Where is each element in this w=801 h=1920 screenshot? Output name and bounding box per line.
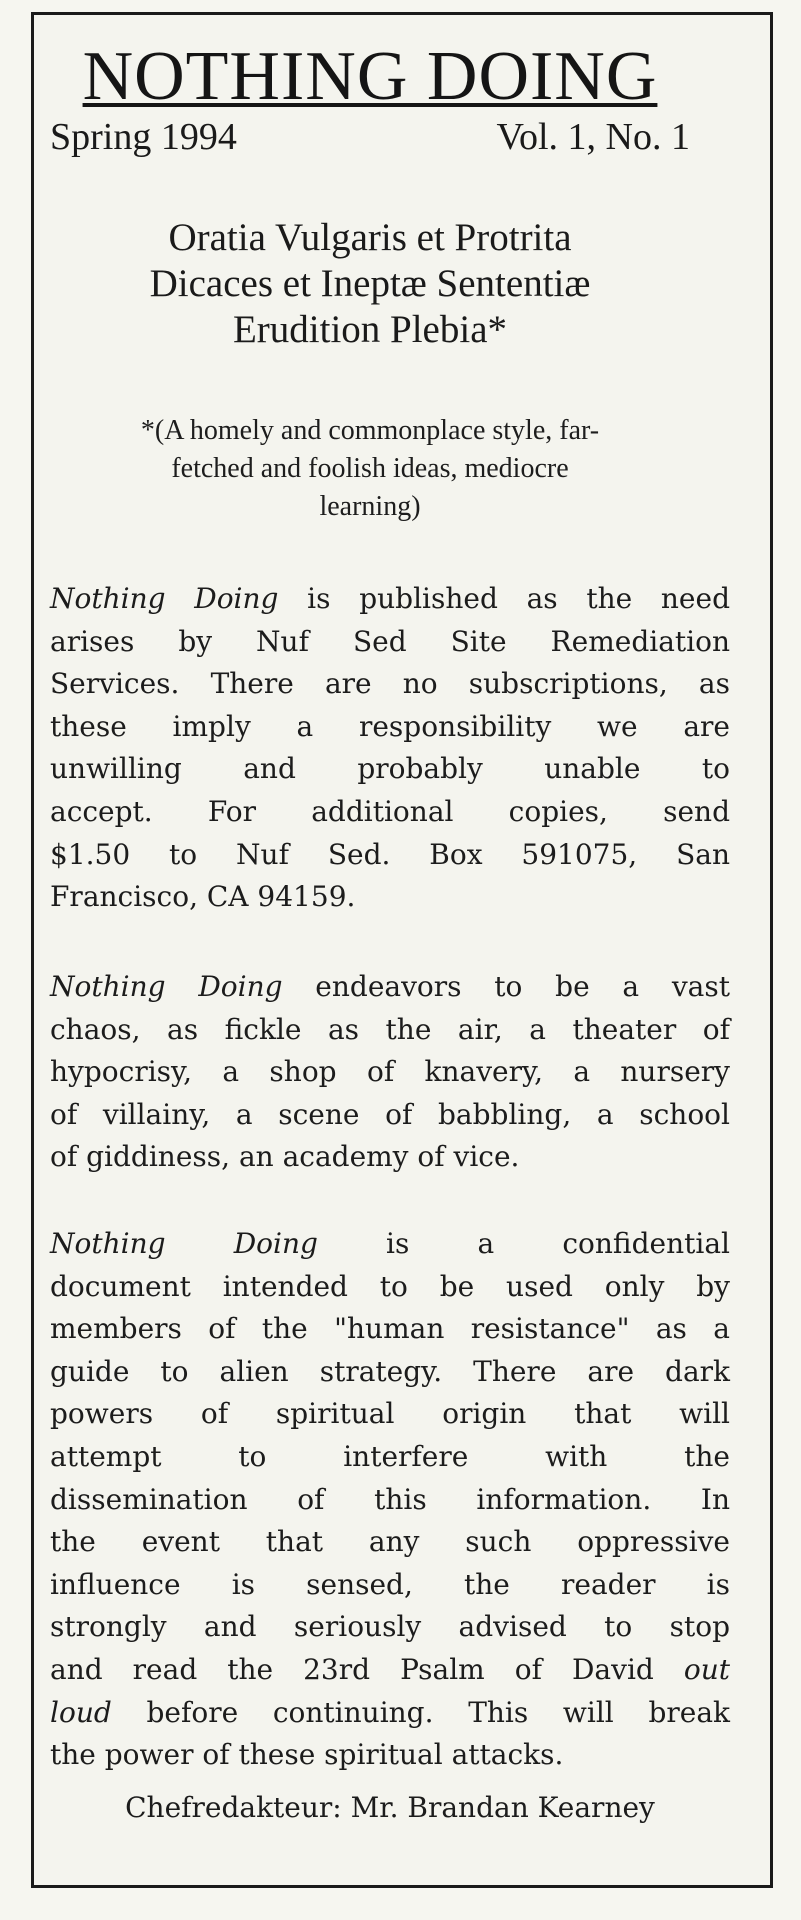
issue-season: Spring 1994 <box>50 116 237 158</box>
paragraph-confidential <box>50 1223 730 1777</box>
latin-motto-line: Oratia Vulgaris et Protrita <box>168 216 572 259</box>
paragraph-line: Nothing Doing is a confidential <box>50 1227 730 1260</box>
paragraph-line: unwilling and probably unable to <box>50 752 730 786</box>
paragraph-line: Francisco, CA 94159. <box>50 880 356 914</box>
paragraph-line: powers of spiritual origin that will <box>50 1397 730 1431</box>
paragraph-publication <box>50 578 730 919</box>
latin-motto-line: Dicaces et Ineptæ Sententiæ <box>149 262 591 305</box>
paragraph-line: dissemination of this information. In <box>50 1482 730 1516</box>
translation-line: fetched and foolish ideas, mediocre <box>171 453 569 484</box>
paragraph-line: arises by Nuf Sed Site Remediation <box>50 624 730 658</box>
paragraph-line: strongly and seriously advised to stop <box>50 1610 730 1644</box>
paragraph-line: $1.50 to Nuf Sed. Box 591075, San <box>50 837 730 871</box>
emphasis-out: out <box>683 1652 730 1686</box>
publication-name: Nothing Doing <box>50 1227 318 1260</box>
paragraph-line: of villainy, a scene of babbling, a school <box>50 1097 730 1131</box>
paragraph-line: Services. There are no subscriptions, as <box>50 667 730 701</box>
paragraph-line: loud before continuing. This will break <box>50 1695 730 1729</box>
paragraph-line: Nothing Doing is published as the need <box>50 582 730 615</box>
publication-name: Nothing Doing <box>50 970 283 1003</box>
emphasis-loud: loud <box>50 1695 112 1729</box>
paragraph-line: Nothing Doing endeavors to be a vast <box>50 970 730 1003</box>
paragraph-line: of giddiness, an academy of vice. <box>50 1140 520 1174</box>
issue-volume: Vol. 1, No. 1 <box>496 116 690 158</box>
paragraph-line: the event that any such oppressive <box>50 1525 730 1559</box>
paragraph-line: members of the "human resistance" as a <box>50 1312 730 1346</box>
paragraph-line: and read the 23rd Psalm of David out <box>50 1652 730 1686</box>
paragraph-line: influence is sensed, the reader is <box>50 1567 730 1601</box>
paragraph-line: guide to alien strategy. There are dark <box>50 1354 730 1388</box>
translation-line: *(A homely and commonplace style, far- <box>140 415 600 446</box>
latin-motto <box>50 215 690 353</box>
paragraph-line: these imply a responsibility we are <box>50 709 730 743</box>
paragraph-endeavors <box>50 966 730 1179</box>
paragraph-line: hypocrisy, a shop of knavery, a nursery <box>50 1055 730 1089</box>
editor-credit: Chefredakteur: Mr. Brandan Kearney <box>125 1791 655 1824</box>
masthead-title: NOTHING DOING <box>82 38 658 115</box>
paragraph-line: accept. For additional copies, send <box>50 794 730 828</box>
paragraph-line: chaos, as fickle as the air, a theater of <box>50 1012 730 1046</box>
paragraph-line: attempt to interfere with the <box>50 1439 730 1473</box>
translation-line: learning) <box>319 491 421 522</box>
paragraph-line: the power of these spiritual attacks. <box>50 1738 564 1772</box>
motto-translation <box>50 412 690 526</box>
paragraph-line: document intended to be used only by <box>50 1269 730 1303</box>
publication-name: Nothing Doing <box>50 582 279 615</box>
latin-motto-line: Erudition Plebia* <box>232 308 508 351</box>
